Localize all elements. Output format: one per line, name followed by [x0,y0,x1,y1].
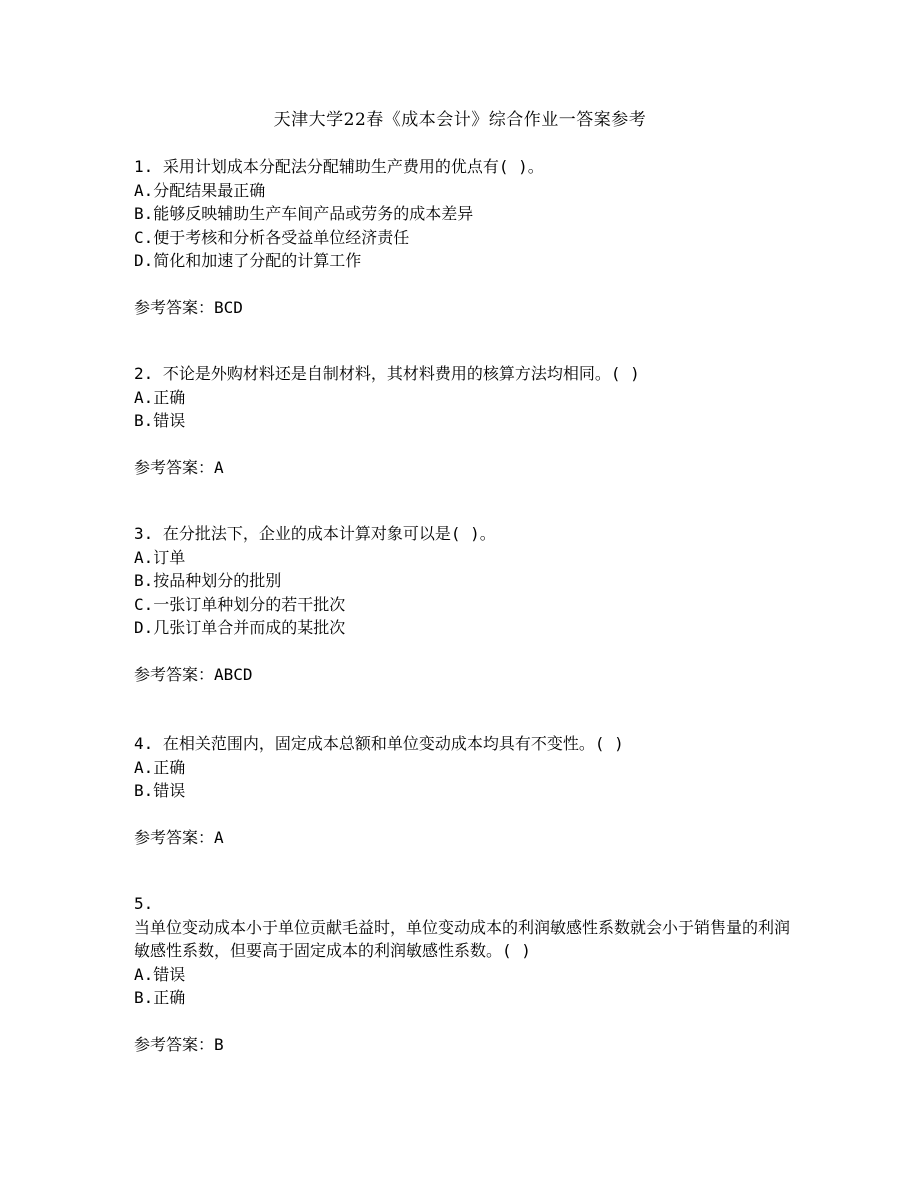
option-b: B.错误 [134,781,186,800]
answer-line [134,826,794,850]
answer-line [134,663,794,687]
option-a: A.正确 [134,757,186,777]
question-3 [134,522,794,686]
answer-line [134,456,794,480]
option-a: A.订单 [134,547,186,567]
answer-label: 参考答案： [134,1034,215,1054]
question-stem: 当单位变动成本小于单位贡献毛益时，单位变动成本的利润敏感性系数就会小于销售量的利润敏感性系数，但要高于固定成本的利润敏感性系数。( ) [134,917,791,960]
answer-line [134,296,794,320]
answer-label: 参考答案： [134,457,215,477]
option-b: B.按品种划分的批别 [134,571,282,590]
document-title: 天津大学22春《成本会计》综合作业一答案参考 [273,110,647,130]
option-a: A.错误 [134,964,186,984]
option-a: A.分配结果最正确 [134,180,266,200]
answer-line [134,1033,794,1057]
question-stem: 2. 不论是外购材料还是自制材料，其材料费用的核算方法均相同。( ) [134,364,640,383]
answer-value: B [214,1034,224,1054]
option-b: B.错误 [134,411,186,430]
answer-label: 参考答案： [134,297,215,317]
question-5 [134,892,794,1056]
option-c: C.便于考核和分析各受益单位经济责任 [134,227,410,247]
question-stem: 3. 在分批法下，企业的成本计算对象可以是( )。 [134,524,496,543]
answer-value: BCD [214,297,243,317]
answer-value: A [214,457,224,477]
question-stem: 1. 采用计划成本分配法分配辅助生产费用的优点有( )。 [134,157,544,176]
answer-label: 参考答案： [134,827,215,847]
option-a: A.正确 [134,387,186,407]
question-2 [134,362,794,479]
answer-label: 参考答案： [134,664,215,684]
question-stem: 4. 在相关范围内，固定成本总额和单位变动成本均具有不变性。( ) [134,734,624,753]
question-4 [134,732,794,849]
option-d: D.几张订单合并而成的某批次 [134,618,346,637]
answer-value: ABCD [214,664,253,684]
option-b: B.能够反映辅助生产车间产品或劳务的成本差异 [134,204,474,223]
option-b: B.正确 [134,988,186,1007]
question-number: 5. [134,894,154,913]
answer-value: A [214,827,224,847]
option-c: C.一张订单种划分的若干批次 [134,594,346,614]
option-d: D.简化和加速了分配的计算工作 [134,251,362,270]
question-1 [134,155,794,319]
